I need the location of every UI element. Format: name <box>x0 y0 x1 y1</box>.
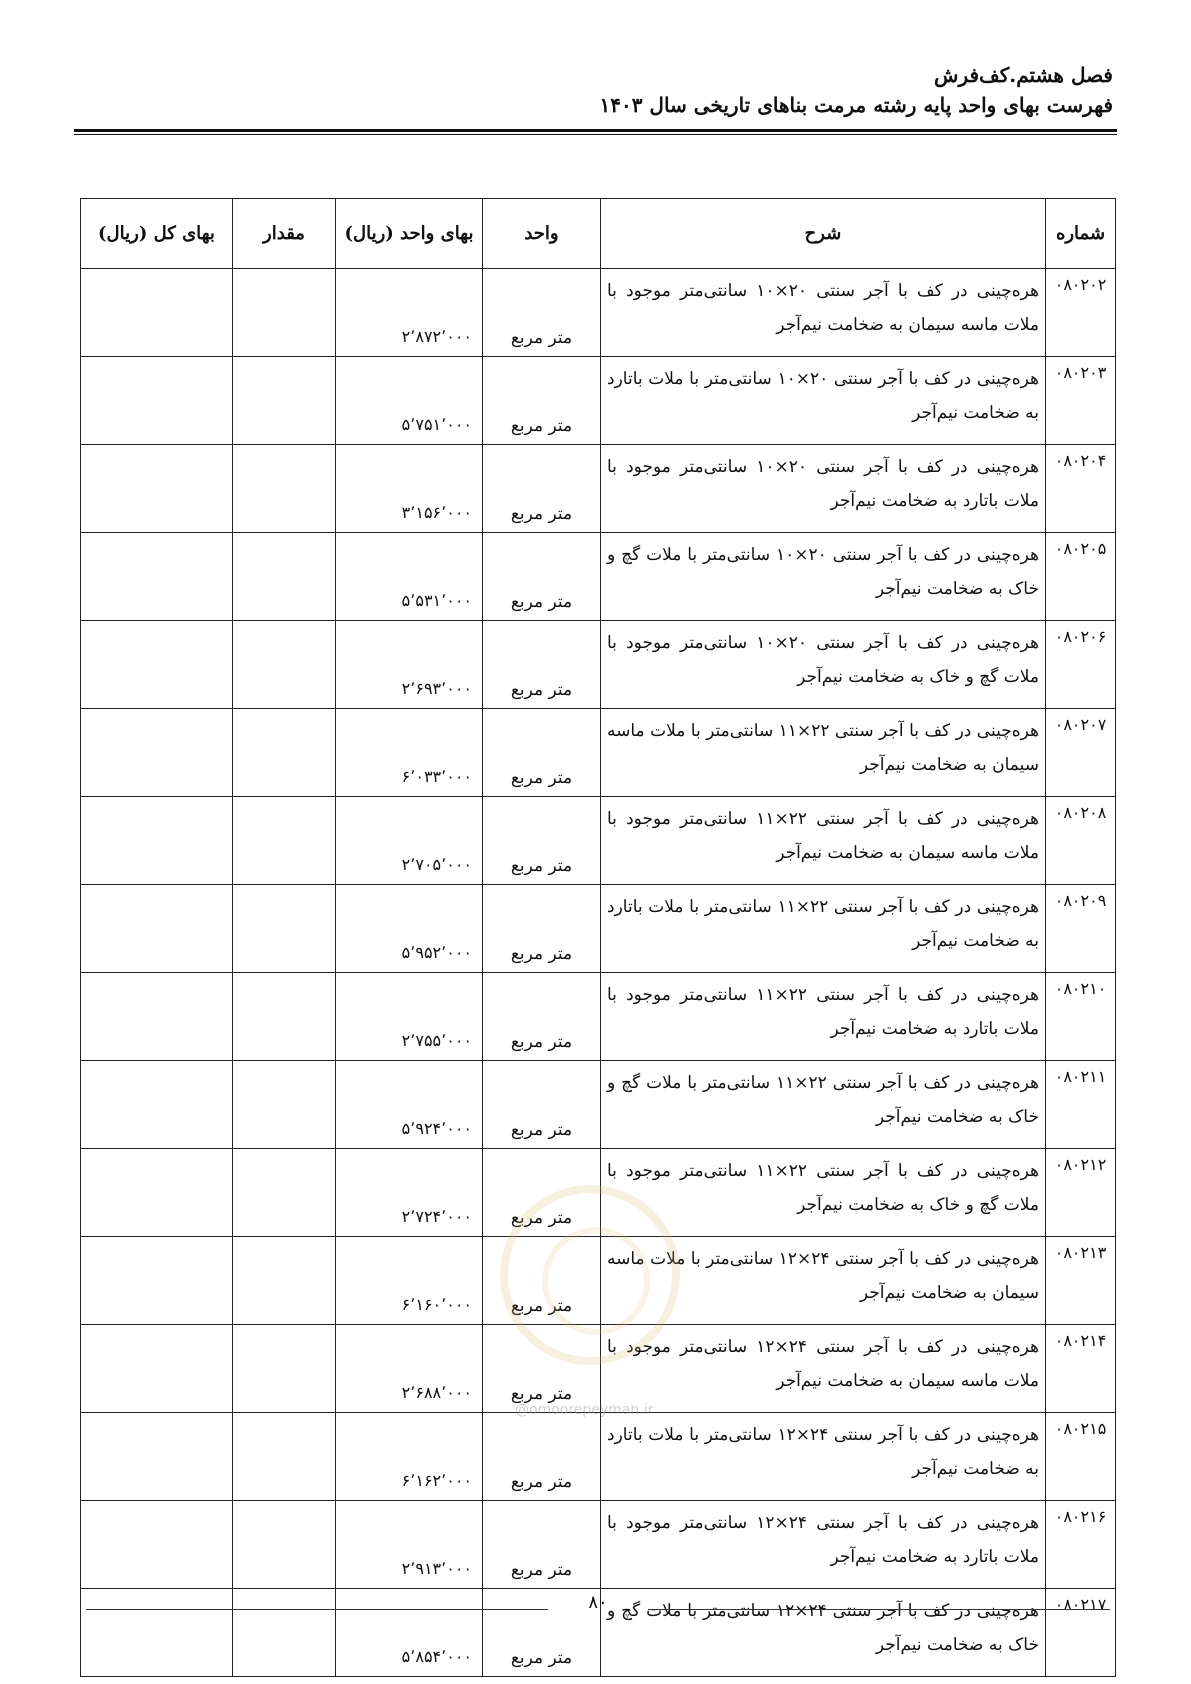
item-unit-price: ۵٬۹۵۲٬۰۰۰ <box>336 885 483 973</box>
table-row <box>81 973 1116 1061</box>
table-row <box>81 1061 1116 1149</box>
item-total-price <box>81 1325 233 1413</box>
item-unit-price: ۵٬۷۵۱٬۰۰۰ <box>336 357 483 445</box>
item-number: ۰۸۰۲۰۸ <box>1046 797 1116 885</box>
item-description: هره‌چینی در کف با آجر سنتی ۲۲×۱۱ سانتی‌متر موجود با ملات باتارد به ضخامت نیم‌آجر <box>601 973 1046 1061</box>
item-unit: متر مربع <box>483 885 601 973</box>
item-total-price <box>81 1149 233 1237</box>
table-header-row <box>81 199 1116 269</box>
item-number: ۰۸۰۲۰۵ <box>1046 533 1116 621</box>
item-total-price <box>81 1501 233 1589</box>
item-unit-price: ۶٬۱۶۰٬۰۰۰ <box>336 1237 483 1325</box>
header-rule-thin <box>74 134 1117 135</box>
item-unit-price: ۲٬۸۷۲٬۰۰۰ <box>336 269 483 357</box>
item-quantity <box>233 1413 336 1501</box>
item-description: هره‌چینی در کف با آجر سنتی ۲۴×۱۲ سانتی‌متر با ملات گچ و خاک به ضخامت نیم‌آجر <box>601 1589 1046 1677</box>
item-description: هره‌چینی در کف با آجر سنتی ۲۰×۱۰ سانتی‌متر موجود با ملات باتارد به ضخامت نیم‌آجر <box>601 445 1046 533</box>
item-number: ۰۸۰۲۰۲ <box>1046 269 1116 357</box>
item-quantity <box>233 533 336 621</box>
footer-rule-right <box>648 1609 1110 1610</box>
table-row <box>81 1501 1116 1589</box>
item-description: هره‌چینی در کف با آجر سنتی ۲۲×۱۱ سانتی‌متر موجود با ملات گچ و خاک به ضخامت نیم‌آجر <box>601 1149 1046 1237</box>
item-total-price <box>81 269 233 357</box>
item-unit-price: ۵٬۹۲۴٬۰۰۰ <box>336 1061 483 1149</box>
document-subtitle: فهرست بهای واحد پایه رشته مرمت بناهای تاریخی سال ۱۴۰۳ <box>599 93 1113 117</box>
item-total-price <box>81 797 233 885</box>
item-description: هره‌چینی در کف با آجر سنتی ۲۲×۱۱ سانتی‌متر با ملات ماسه سیمان به ضخامت نیم‌آجر <box>601 709 1046 797</box>
item-number: ۰۸۰۲۱۵ <box>1046 1413 1116 1501</box>
price-table <box>80 198 1116 1677</box>
item-description: هره‌چینی در کف با آجر سنتی ۲۴×۱۲ سانتی‌متر موجود با ملات ماسه سیمان به ضخامت نیم‌آجر <box>601 1325 1046 1413</box>
item-unit-price: ۶٬۱۶۲٬۰۰۰ <box>336 1413 483 1501</box>
item-description: هره‌چینی در کف با آجر سنتی ۲۰×۱۰ سانتی‌متر با ملات باتارد به ضخامت نیم‌آجر <box>601 357 1046 445</box>
item-unit-price: ۵٬۸۵۴٬۰۰۰ <box>336 1589 483 1677</box>
item-unit-price: ۶٬۰۳۳٬۰۰۰ <box>336 709 483 797</box>
item-quantity <box>233 269 336 357</box>
item-unit-price: ۲٬۶۹۳٬۰۰۰ <box>336 621 483 709</box>
item-total-price <box>81 357 233 445</box>
item-unit: متر مربع <box>483 973 601 1061</box>
table-row <box>81 621 1116 709</box>
col-number-header: شماره <box>1046 199 1116 269</box>
item-quantity <box>233 1501 336 1589</box>
page-number: ۸۰ <box>588 1592 608 1613</box>
table-row <box>81 269 1116 357</box>
col-description-header: شرح <box>601 199 1046 269</box>
item-total-price <box>81 533 233 621</box>
item-description: هره‌چینی در کف با آجر سنتی ۲۴×۱۲ سانتی‌متر با ملات باتارد به ضخامت نیم‌آجر <box>601 1413 1046 1501</box>
item-description: هره‌چینی در کف با آجر سنتی ۲۴×۱۲ سانتی‌متر با ملات ماسه سیمان به ضخامت نیم‌آجر <box>601 1237 1046 1325</box>
item-quantity <box>233 885 336 973</box>
item-total-price <box>81 1237 233 1325</box>
table-row <box>81 357 1116 445</box>
footer-rule-left <box>86 1609 548 1610</box>
item-unit: متر مربع <box>483 709 601 797</box>
item-unit: متر مربع <box>483 269 601 357</box>
item-number: ۰۸۰۲۰۹ <box>1046 885 1116 973</box>
item-total-price <box>81 1413 233 1501</box>
item-quantity <box>233 1237 336 1325</box>
page-header <box>599 60 1113 120</box>
watermark-text: @omoorepeyman.ir <box>515 1402 654 1418</box>
item-quantity <box>233 357 336 445</box>
item-unit-price: ۲٬۷۵۵٬۰۰۰ <box>336 973 483 1061</box>
item-number: ۰۸۰۲۱۶ <box>1046 1501 1116 1589</box>
item-total-price <box>81 445 233 533</box>
item-number: ۰۸۰۲۰۷ <box>1046 709 1116 797</box>
table-row <box>81 797 1116 885</box>
item-unit-price: ۳٬۱۵۶٬۰۰۰ <box>336 445 483 533</box>
item-unit-price: ۵٬۵۳۱٬۰۰۰ <box>336 533 483 621</box>
item-quantity <box>233 1061 336 1149</box>
item-description: هره‌چینی در کف با آجر سنتی ۲۲×۱۱ سانتی‌متر با ملات گچ و خاک به ضخامت نیم‌آجر <box>601 1061 1046 1149</box>
item-description: هره‌چینی در کف با آجر سنتی ۲۰×۱۰ سانتی‌متر با ملات گچ و خاک به ضخامت نیم‌آجر <box>601 533 1046 621</box>
item-total-price <box>81 973 233 1061</box>
item-quantity <box>233 445 336 533</box>
item-description: هره‌چینی در کف با آجر سنتی ۲۲×۱۱ سانتی‌متر موجود با ملات ماسه سیمان به ضخامت نیم‌آجر <box>601 797 1046 885</box>
col-total-price-header: بهای کل (ریال) <box>81 199 233 269</box>
item-number: ۰۸۰۲۱۴ <box>1046 1325 1116 1413</box>
table-row <box>81 885 1116 973</box>
item-quantity <box>233 709 336 797</box>
item-quantity <box>233 797 336 885</box>
item-number: ۰۸۰۲۰۳ <box>1046 357 1116 445</box>
item-total-price <box>81 1061 233 1149</box>
item-quantity <box>233 1325 336 1413</box>
col-quantity-header: مقدار <box>233 199 336 269</box>
table-row <box>81 709 1116 797</box>
table-row <box>81 1413 1116 1501</box>
item-unit: متر مربع <box>483 621 601 709</box>
item-quantity <box>233 1589 336 1677</box>
item-unit: متر مربع <box>483 1149 601 1237</box>
item-quantity <box>233 973 336 1061</box>
item-unit-price: ۲٬۹۱۳٬۰۰۰ <box>336 1501 483 1589</box>
item-number: ۰۸۰۲۰۴ <box>1046 445 1116 533</box>
item-unit: متر مربع <box>483 1413 601 1501</box>
item-description: هره‌چینی در کف با آجر سنتی ۲۲×۱۱ سانتی‌متر با ملات باتارد به ضخامت نیم‌آجر <box>601 885 1046 973</box>
item-number: ۰۸۰۲۱۱ <box>1046 1061 1116 1149</box>
item-total-price <box>81 1589 233 1677</box>
item-quantity <box>233 1149 336 1237</box>
item-unit: متر مربع <box>483 1237 601 1325</box>
table-row <box>81 533 1116 621</box>
item-unit-price: ۲٬۷۰۵٬۰۰۰ <box>336 797 483 885</box>
item-unit: متر مربع <box>483 1589 601 1677</box>
item-total-price <box>81 885 233 973</box>
table-row <box>81 1237 1116 1325</box>
item-unit-price: ۲٬۶۸۸٬۰۰۰ <box>336 1325 483 1413</box>
item-unit: متر مربع <box>483 357 601 445</box>
item-number: ۰۸۰۲۱۷ <box>1046 1589 1116 1677</box>
item-number: ۰۸۰۲۱۲ <box>1046 1149 1116 1237</box>
chapter-title: فصل هشتم.کف‌فرش <box>934 63 1113 87</box>
col-unit-price-header: بهای واحد (ریال) <box>336 199 483 269</box>
item-quantity <box>233 621 336 709</box>
item-total-price <box>81 709 233 797</box>
col-unit-header: واحد <box>483 199 601 269</box>
table-row <box>81 1149 1116 1237</box>
table-row <box>81 1325 1116 1413</box>
header-rule-thick <box>74 129 1117 132</box>
item-unit-price: ۲٬۷۲۴٬۰۰۰ <box>336 1149 483 1237</box>
item-description: هره‌چینی در کف با آجر سنتی ۲۴×۱۲ سانتی‌متر موجود با ملات باتارد به ضخامت نیم‌آجر <box>601 1501 1046 1589</box>
item-number: ۰۸۰۲۱۳ <box>1046 1237 1116 1325</box>
item-unit: متر مربع <box>483 445 601 533</box>
item-unit: متر مربع <box>483 797 601 885</box>
item-description: هره‌چینی در کف با آجر سنتی ۲۰×۱۰ سانتی‌متر موجود با ملات گچ و خاک به ضخامت نیم‌آجر <box>601 621 1046 709</box>
item-description: هره‌چینی در کف با آجر سنتی ۲۰×۱۰ سانتی‌متر موجود با ملات ماسه سیمان به ضخامت نیم‌آجر <box>601 269 1046 357</box>
item-number: ۰۸۰۲۰۶ <box>1046 621 1116 709</box>
table-row <box>81 445 1116 533</box>
item-number: ۰۸۰۲۱۰ <box>1046 973 1116 1061</box>
item-total-price <box>81 621 233 709</box>
item-unit: متر مربع <box>483 1325 601 1413</box>
item-unit: متر مربع <box>483 1061 601 1149</box>
item-unit: متر مربع <box>483 533 601 621</box>
item-unit: متر مربع <box>483 1501 601 1589</box>
